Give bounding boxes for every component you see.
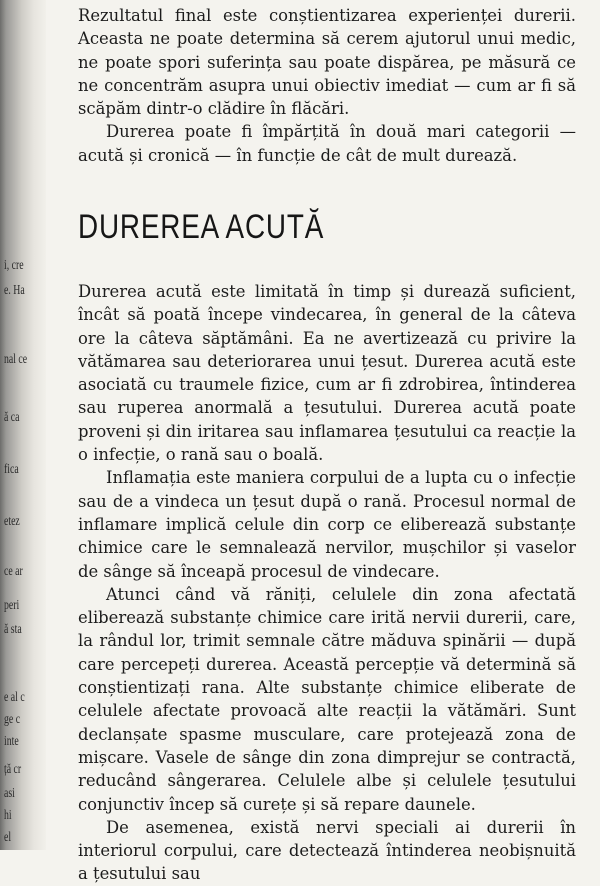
- adjacent-page-fragment: ă sta: [4, 622, 22, 637]
- adjacent-page-fragment: inte: [4, 734, 19, 749]
- adjacent-page-fragment: e. Ha: [4, 283, 25, 298]
- intro-text-block: [78, 4, 576, 167]
- adjacent-page-fragment: fica: [4, 462, 19, 477]
- adjacent-page-fragment: hi: [4, 808, 12, 823]
- adjacent-page-fragment: ce ar: [4, 564, 23, 579]
- section-paragraph-3: Atunci când vă răniți, celulele din zona afectată eliberează substanțe chimice care irită nervii durerii, care, la rândul lor, trimit semnale către măduva spinării — după care percepeți durerea. Această percepție vă determină să conștientizați rana. Alte substanțe chimice eliberate de celulele afectate provoacă alte reacții la vătămări. Sunt declanșate spasme musculare, care protejează zona de mișcare. Vasele de sânge din zona dimprejur se contractă, reducând sângerarea. Celulele albe și celulele țesutului conjunctiv încep să curețe și să repare daunele.: [78, 584, 576, 814]
- adjacent-page-fragment: nal ce: [4, 352, 28, 367]
- section-heading: DUREREA ACUTĂ: [78, 208, 325, 246]
- adjacent-page-fragment: i, cre: [4, 258, 24, 273]
- adjacent-page-fragment: peri: [4, 598, 20, 613]
- intro-paragraph-1: Rezultatul final este conștientizarea experienței durerii. Aceasta ne poate determina să cerem ajutorul unui medic, ne poate spori suferința sau poate dispărea, pe măsură ce ne concentrăm asupra unui obiectiv imediat — cum ar fi să scăpăm dintr-o clădire în flăcări.: [78, 6, 576, 119]
- section-paragraph-1: Durerea acută este limitată în timp și durează suficient, încât să poată începe vindecarea, în general de la câteva ore la câteva săptămâni. Ea ne avertizează cu privire la vătămarea sau deteriorarea unui țesut. Durerea acută este asociată cu traumele fizice, cum ar fi zdrobirea, întinderea sau ruperea anormală a țesutului. Durerea acută poate proveni și din iritarea sau inflamarea țesutului ca reacție la o infecție, o rană sau o boală.: [78, 282, 576, 465]
- section-body: [78, 280, 576, 886]
- adjacent-page-fragment: etez: [4, 514, 20, 529]
- section-paragraph-2: Inflamația este maniera corpului de a lupta cu o infecție sau de a vindeca un țesut după o rană. Procesul normal de inflamare implică celule din corp ce eliberează substanțe chimice care le semnalează nervilor, mușchilor și vaselor de sânge să înceapă procesul de vindecare.: [78, 468, 576, 581]
- adjacent-page-fragment: ță cr: [4, 762, 22, 777]
- adjacent-page-fragment: ă ca: [4, 410, 20, 425]
- section-paragraph-4: De asemenea, există nervi speciali ai durerii în interiorul corpului, care detectează întinderea neobișnuită a țesutului sau: [78, 817, 576, 884]
- adjacent-page-fragment: e al c: [4, 690, 25, 705]
- adjacent-page-margin: [0, 0, 46, 850]
- adjacent-page-fragment: asi: [4, 786, 15, 801]
- intro-paragraph-2: Durerea poate fi împărțită în două mari categorii — acută și cronică — în funcție de cât de mult durează.: [78, 122, 576, 165]
- adjacent-page-fragment: el: [4, 830, 12, 845]
- adjacent-page-fragment: ge c: [4, 712, 21, 727]
